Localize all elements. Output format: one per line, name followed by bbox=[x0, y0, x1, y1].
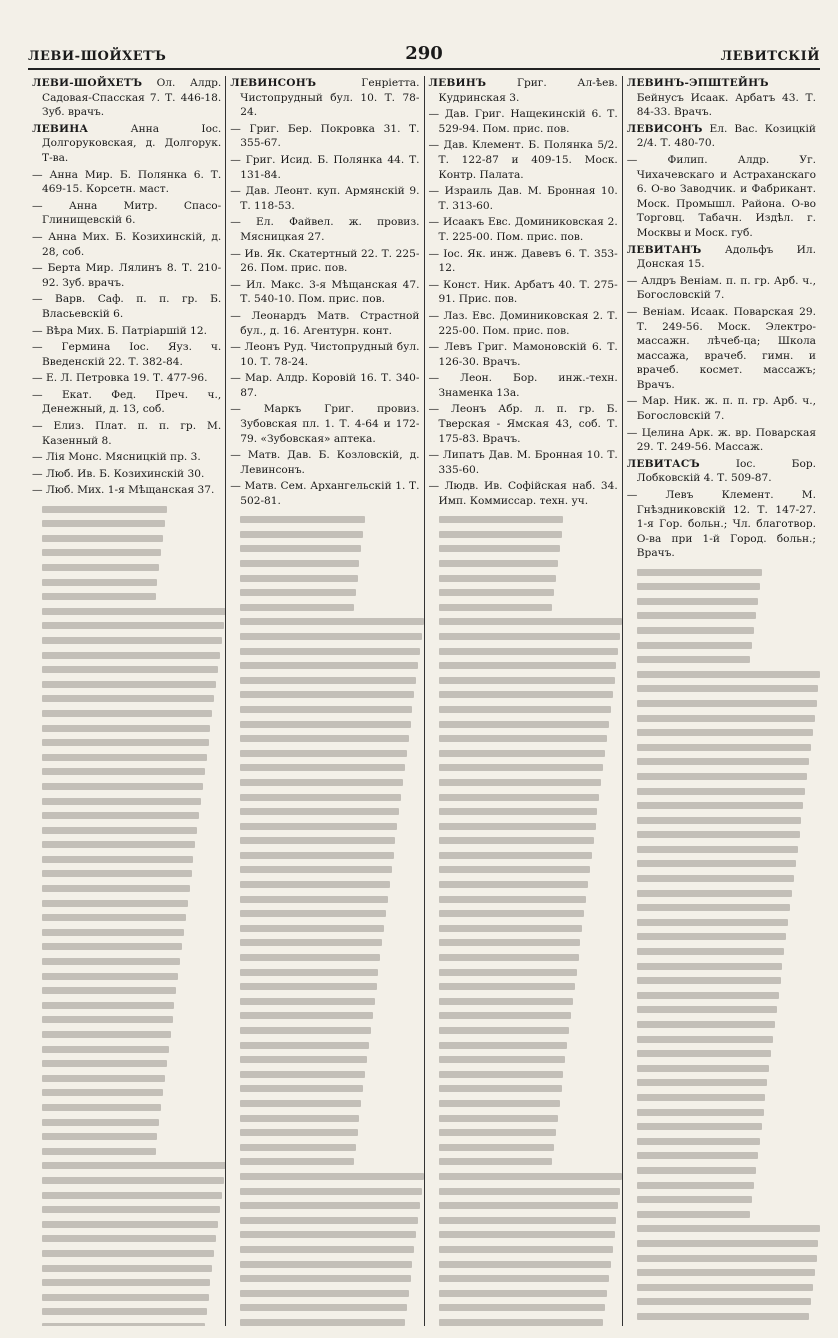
entry-text: — Маркъ Григ. провиз. Зубовская пл. 1. Т. 4-64 и 172-79. «Зубовская» аптека. bbox=[230, 403, 420, 445]
directory-entry bbox=[32, 199, 221, 228]
directory-entry bbox=[429, 402, 618, 446]
entry-text: Анна Іос. Долгоруковская, д. Долгорук. Т-ва. bbox=[42, 122, 222, 164]
entry-surname: ЛЕВИТАНЪ bbox=[626, 243, 702, 256]
directory-entry bbox=[627, 122, 816, 151]
directory-entry bbox=[627, 274, 816, 303]
entry-text: — Алдръ Веніам. п. п. гр. Арб. ч., Богословскій 7. bbox=[626, 274, 816, 302]
entry-text: — Израиль Дав. М. Бронная 10. Т. 313-60. bbox=[428, 185, 618, 212]
directory-entry bbox=[230, 448, 419, 477]
entry-text: — Мар. Алдр. Коровій 16. Т. 340-87. bbox=[230, 372, 420, 399]
entry-text: — Конст. Ник. Арбатъ 40. Т. 275-91. Прис. пов. bbox=[428, 278, 618, 306]
directory-entry bbox=[230, 402, 419, 446]
entry-text: Ол. Алдр. Садовая-Спасская 7. Т. 446-18. Зуб. врачъ. bbox=[42, 77, 222, 119]
entry-text: — Анна Мих. Б. Козихинскій, д. 28, соб. bbox=[32, 230, 222, 258]
remaining-entries-placeholder bbox=[32, 506, 221, 1326]
directory-entry bbox=[32, 371, 221, 386]
entry-surname: ЛЕВИ-ШОЙХЕТЪ bbox=[32, 77, 143, 89]
directory-entry bbox=[32, 168, 221, 197]
remaining-entries-placeholder bbox=[429, 516, 618, 1326]
directory-entry bbox=[627, 153, 816, 241]
directory-entry bbox=[32, 261, 221, 290]
entry-text: — Мар. Ник. ж. п. п. гр. Арб. ч., Богословскій 7. bbox=[626, 395, 816, 423]
directory-entry bbox=[230, 340, 419, 369]
entry-text: — Вѣра Мих. Б. Патріаршій 12. bbox=[32, 324, 207, 337]
entry-text: — Леонъ Абр. л. п. гр. Б. Тверская - Ямская 43, соб. Т. 175-83. Врачъ. bbox=[428, 403, 618, 445]
entry-text: — Е. Л. Петровка 19. Т. 477-96. bbox=[32, 372, 208, 385]
column-2 bbox=[225, 76, 423, 1326]
entry-text: — Филип. Алдр. Уг. Чихачевскаго и Астраханскаго 6. О-во Заводчик. и Фабрикант. Моск. Промышл. Района. О-во Торговц. Табачн. Издѣл. г. Москвы и Моск. губ. bbox=[626, 153, 816, 239]
column-3 bbox=[424, 76, 622, 1326]
directory-entry bbox=[32, 467, 221, 482]
directory-entry bbox=[32, 230, 221, 259]
entry-surname: ЛЕВИТАСЪ bbox=[626, 457, 700, 470]
page-header bbox=[28, 42, 820, 70]
entry-text: — Берта Мир. Лялинъ 8. Т. 210-92. Зуб. врачъ. bbox=[32, 262, 222, 289]
directory-entry bbox=[627, 243, 816, 272]
entry-text: — Анна Митр. Спасо-Глинищевскій 6. bbox=[32, 199, 222, 227]
directory-entry bbox=[230, 215, 419, 244]
entry-surname: ЛЕВИСОНЪ bbox=[626, 122, 703, 135]
directory-entry bbox=[627, 426, 816, 455]
entry-text: — Дав. Леонт. куп. Армянскій 9. Т. 118-53. bbox=[230, 185, 420, 212]
directory-entry bbox=[230, 309, 419, 338]
directory-entry bbox=[429, 479, 618, 508]
directory-entry bbox=[429, 309, 618, 338]
entry-text: Генріетта. Чистопрудный бул. 10. Т. 78-24. bbox=[240, 77, 420, 119]
entry-text: — Дав. Григ. Нащекинскій 6. Т. 529-94. Пом. прис. пов. bbox=[428, 108, 618, 135]
entry-surname: ЛЕВИНА bbox=[32, 122, 89, 135]
directory-entry bbox=[429, 371, 618, 400]
column-1 bbox=[28, 76, 225, 1326]
remaining-entries-placeholder bbox=[627, 569, 816, 1326]
entry-text: — Екат. Фед. Преч. ч., Денежный, д. 13, соб. bbox=[32, 388, 222, 416]
entry-text: — Гермина Іос. Яуз. ч. Введенскій 22. Т. 382-84. bbox=[32, 341, 222, 368]
entry-text: — Матв. Сем. Архангельскій 1. Т. 502-81. bbox=[230, 480, 420, 508]
directory-entry bbox=[627, 76, 816, 120]
directory-entry bbox=[230, 153, 419, 182]
entry-text: — Левъ Григ. Мамоновскій 6. Т. 126-30. Врачъ. bbox=[428, 341, 618, 368]
directory-entry bbox=[230, 184, 419, 213]
directory-entry bbox=[429, 107, 618, 136]
directory-entry bbox=[230, 76, 419, 120]
entry-text: — Григ. Исид. Б. Полянка 44. Т. 131-84. bbox=[230, 153, 420, 181]
entry-text: — Матв. Дав. Б. Козловскій, д. Левинсонъ. bbox=[230, 449, 420, 476]
entry-text: Ел. Вас. Козицкій 2/4. Т. 480-70. bbox=[636, 122, 816, 150]
entry-text: — Варв. Саф. п. п. гр. Б. Власьевскій 6. bbox=[32, 293, 222, 320]
entry-text: — Леонъ Руд. Чистопрудный бул. 10. Т. 78-24. bbox=[230, 341, 420, 368]
entry-surname: ЛЕВИНСОНЪ bbox=[230, 77, 317, 89]
directory-entry bbox=[32, 450, 221, 465]
entry-text: — Елиз. Плат. п. п. гр. М. Казенный 8. bbox=[32, 420, 222, 447]
directory-entry bbox=[429, 76, 618, 105]
entry-text: — Іос. Як. инж. Давевъ 6. Т. 353-12. bbox=[428, 247, 618, 275]
directory-entry bbox=[32, 292, 221, 321]
entry-text: — Леонардъ Матв. Страстной бул., д. 16. Агентурн. конт. bbox=[230, 309, 420, 337]
directory-entry bbox=[32, 340, 221, 369]
entry-text: Адольфъ Ил. Донская 15. bbox=[636, 243, 816, 271]
entry-text: — Веніам. Исаак. Поварская 29. Т. 249-56. Моск. Электро-массажн. лѣчеб-ца; Школа массажа, врачеб. гимн. и врачеб. космет. массажъ; Врачъ. bbox=[626, 305, 816, 391]
entry-text: — Анна Мир. Б. Полянка 6. Т. 469-15. Корсетн. маст. bbox=[32, 168, 222, 196]
directory-entry bbox=[230, 278, 419, 307]
entry-text: Бейнусъ Исаак. Арбатъ 43. Т. 84-33. Врачъ. bbox=[636, 91, 816, 119]
remaining-entries-placeholder bbox=[230, 516, 419, 1326]
directory-entry bbox=[32, 483, 221, 498]
entry-text: — Ел. Файвел. ж. провиз. Мясницкая 27. bbox=[230, 216, 420, 243]
directory-entry bbox=[627, 394, 816, 423]
entry-text: Іос. Бор. Лобковскій 4. Т. 509-87. bbox=[636, 457, 816, 485]
directory-entry bbox=[32, 76, 221, 120]
directory-entry bbox=[230, 479, 419, 508]
directory-entry bbox=[429, 184, 618, 213]
directory-entry bbox=[429, 215, 618, 244]
entry-text: — Лаз. Евс. Доминиковская 2. Т. 225-00. Пом. прис. пов. bbox=[428, 309, 618, 337]
entry-text: — Ив. Як. Скатертный 22. Т. 225-26. Пом. прис. пов. bbox=[230, 247, 420, 275]
directory-entry bbox=[429, 247, 618, 276]
entry-text: — Людв. Ив. Софійская наб. 34. Имп. Коммиссар. техн. уч. bbox=[428, 480, 618, 508]
entry-text: — Люб. Ив. Б. Козихинскій 30. bbox=[32, 467, 205, 480]
directory-entry bbox=[429, 138, 618, 182]
directory-entry bbox=[429, 278, 618, 307]
entry-text: — Лія Монс. Мясницкій пр. 3. bbox=[32, 451, 201, 464]
running-head-right: ЛЕВИТСКІЙ bbox=[720, 49, 820, 64]
entry-text: — Ил. Макс. 3-я Мѣщанская 47. Т. 540-10. Пом. прис. пов. bbox=[230, 278, 420, 306]
column-4 bbox=[622, 76, 820, 1326]
entry-text: — Леон. Бор. инж.-техн. Знаменка 13а. bbox=[428, 372, 618, 399]
entry-text: — Целина Арк. ж. вр. Поварская 29. Т. 249-56. Массаж. bbox=[626, 426, 816, 454]
entry-text: Григ. Ал-ѣев. Кудринская 3. bbox=[438, 77, 618, 104]
directory-entry bbox=[230, 122, 419, 151]
directory-columns bbox=[28, 76, 820, 1326]
directory-entry bbox=[627, 457, 816, 486]
directory-entry bbox=[230, 247, 419, 276]
entry-text: — Липатъ Дав. М. Бронная 10. Т. 335-60. bbox=[428, 449, 618, 476]
entry-surname: ЛЕВИНЪ-ЭПШТЕЙНЪ bbox=[626, 77, 769, 89]
entry-surname: ЛЕВИНЪ bbox=[428, 77, 487, 89]
directory-entry bbox=[32, 388, 221, 417]
entry-text: — Дав. Клемент. Б. Полянка 5/2. Т. 122-87 и 409-15. Моск. Контр. Палата. bbox=[428, 139, 618, 181]
entry-text: — Исаакъ Евс. Доминиковская 2. Т. 225-00. Пом. прис. пов. bbox=[428, 216, 618, 243]
directory-entry bbox=[32, 324, 221, 339]
directory-entry bbox=[429, 448, 618, 477]
entry-text: — Левъ Клемент. М. Гнѣздниковскій 12. Т. 147-27. 1-я Гор. больн.; Чл. благотвор. О-ва при 1-й Город. больн.; Врачъ. bbox=[626, 489, 816, 560]
directory-entry bbox=[32, 419, 221, 448]
entry-text: — Григ. Бер. Покровка 31. Т. 355-67. bbox=[230, 122, 420, 150]
directory-entry bbox=[627, 305, 816, 393]
page-number: 290 bbox=[405, 43, 443, 64]
directory-entry bbox=[429, 340, 618, 369]
directory-entry bbox=[230, 371, 419, 400]
directory-entry bbox=[32, 122, 221, 166]
directory-entry bbox=[627, 488, 816, 561]
entry-text: — Люб. Мих. 1-я Мѣщанская 37. bbox=[32, 484, 215, 497]
running-head-left: ЛЕВИ-ШОЙХЕТЪ bbox=[28, 49, 167, 64]
